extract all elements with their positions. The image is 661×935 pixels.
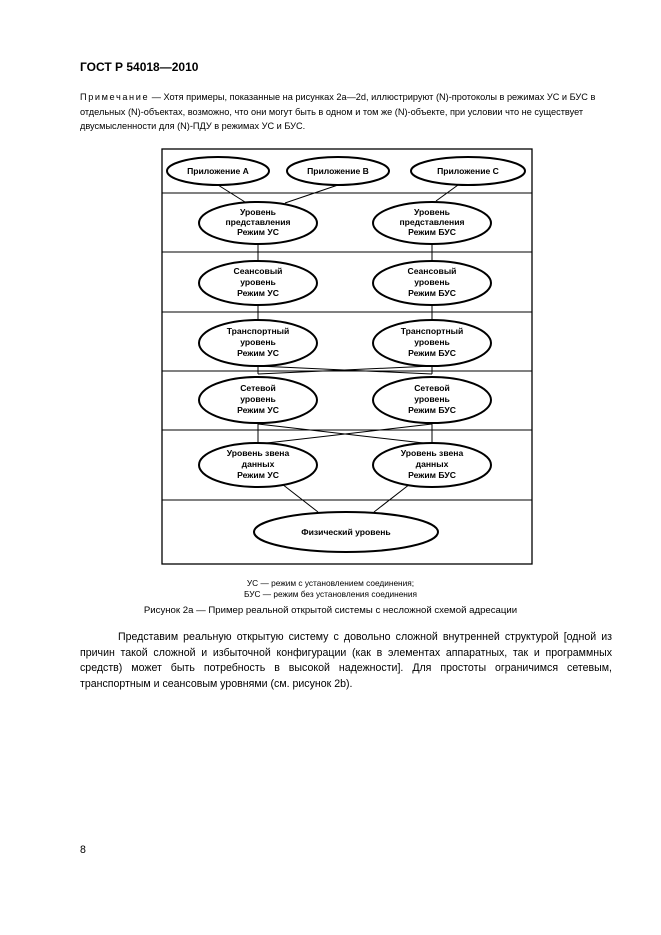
presentation-bus-line1: Уровень bbox=[414, 207, 450, 217]
legend-us: УС — режим с установлением соединения; bbox=[246, 578, 415, 588]
presentation-us-node bbox=[199, 202, 317, 244]
transport-us-line3: Режим УС bbox=[237, 348, 279, 358]
app-a-label: Приложение А bbox=[187, 166, 249, 176]
legend-bus: БУС — режим без установления соединения bbox=[243, 589, 418, 599]
datalink-us-line3: Режим УС bbox=[237, 470, 279, 480]
session-us-node bbox=[199, 261, 317, 305]
physical-label: Физический уровень bbox=[301, 527, 391, 537]
body-paragraph: Представим реальную открытую систему с довольно сложной внутренней структурой [одной из причин такой сложной и избыточной конфигурации (как в элементах аппаратных, так и программных средств) может быть потребность в высокой надежности]. Для простоты ограничимся сетевым, транспортным и сеансовым уровнями (см. рисунок 2b). bbox=[80, 631, 612, 690]
presentation-bus-node bbox=[373, 202, 491, 244]
transport-bus-node bbox=[373, 320, 491, 366]
datalink-bus-line1: Уровень звена bbox=[400, 448, 464, 458]
figure-caption: Рисунок 2a — Пример реальной открытой системы с несложной схемой адресации bbox=[143, 605, 518, 616]
network-bus-node bbox=[373, 377, 491, 423]
transport-us-line2: уровень bbox=[240, 337, 276, 347]
transport-bus-line2: уровень bbox=[414, 337, 450, 347]
datalink-us-line2: данных bbox=[241, 459, 275, 469]
network-us-line2: уровень bbox=[240, 394, 276, 404]
transport-us-line1: Транспортный bbox=[226, 326, 290, 336]
transport-bus-line3: Режим БУС bbox=[408, 348, 456, 358]
transport-bus-line1: Транспортный bbox=[400, 326, 464, 336]
network-bus-line1: Сетевой bbox=[414, 383, 450, 393]
app-c-label: Приложение С bbox=[437, 166, 499, 176]
page-number: 8 bbox=[80, 844, 86, 856]
session-bus-line1: Сеансовый bbox=[407, 266, 457, 276]
network-us-line1: Сетевой bbox=[240, 383, 276, 393]
session-bus-line3: Режим БУС bbox=[408, 288, 456, 298]
datalink-bus-node bbox=[373, 443, 491, 487]
presentation-us-line3: Режим УС bbox=[237, 227, 279, 237]
network-us-line3: Режим УС bbox=[237, 405, 279, 415]
datalink-us-line1: Уровень звена bbox=[226, 448, 290, 458]
session-us-line2: уровень bbox=[240, 277, 276, 287]
presentation-bus-line3: Режим БУС bbox=[408, 227, 456, 237]
presentation-bus-line2: представления bbox=[399, 217, 465, 227]
note-text: — Хотя примеры, показанные на рисунках 2a—2d, иллюстрируют (N)-протоколы в режимах УС и БУС в отдельных (N)-объектах, возможно, что они могут быть в одном и том же (N)-объекте, при условии что не существует двусмысленности для (N)-ПДУ в режимах УС и БУС. bbox=[80, 92, 596, 131]
app-b-node bbox=[287, 157, 389, 185]
presentation-us-line2: представления bbox=[225, 217, 291, 227]
transport-us-node bbox=[199, 320, 317, 366]
network-bus-line2: уровень bbox=[414, 394, 450, 404]
app-b-label: Приложение В bbox=[307, 166, 369, 176]
network-bus-line3: Режим БУС bbox=[408, 405, 456, 415]
presentation-us-line1: Уровень bbox=[240, 207, 276, 217]
datalink-bus-line2: данных bbox=[415, 459, 449, 469]
physical-node bbox=[254, 512, 438, 552]
session-bus-node bbox=[373, 261, 491, 305]
network-us-node bbox=[199, 377, 317, 423]
app-a-node bbox=[167, 157, 269, 185]
datalink-us-node bbox=[199, 443, 317, 487]
datalink-bus-line3: Режим БУС bbox=[408, 470, 456, 480]
session-us-line1: Сеансовый bbox=[233, 266, 283, 276]
document-header: ГОСТ Р 54018—2010 bbox=[80, 60, 199, 74]
session-bus-line2: уровень bbox=[414, 277, 450, 287]
session-us-line3: Режим УС bbox=[237, 288, 279, 298]
app-c-node bbox=[411, 157, 525, 185]
note-lead: Примечание bbox=[80, 92, 150, 102]
